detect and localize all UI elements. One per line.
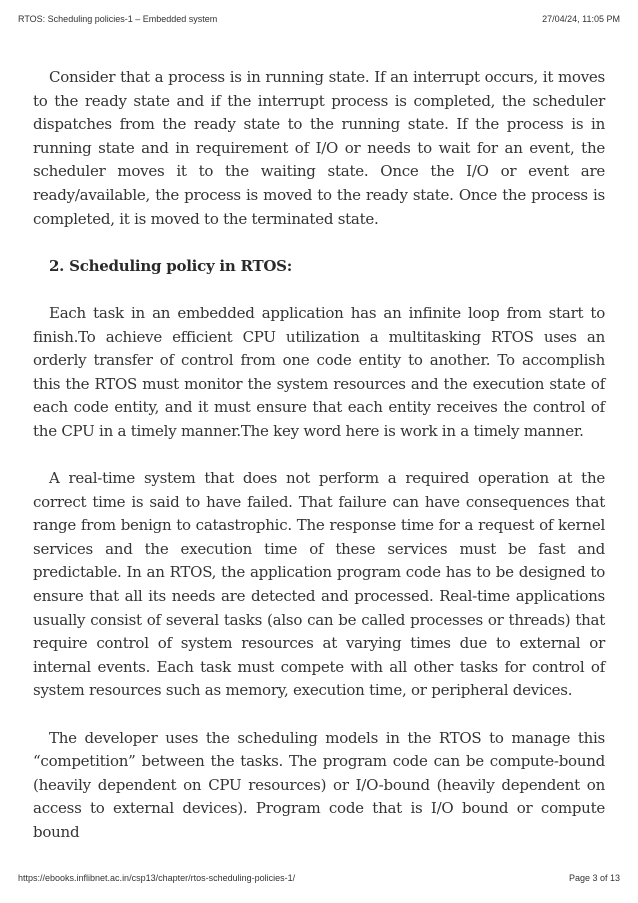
- print-header: [18, 13, 620, 25]
- print-timestamp: 27/04/24, 11:05 PM: [542, 14, 620, 24]
- print-footer: [18, 872, 620, 884]
- source-url: https://ebooks.inflibnet.ac.in/csp13/chapter/rtos-scheduling-policies-1/: [18, 873, 296, 883]
- paragraph-process-states: Consider that a process is in running state. If an interrupt occurs, it moves to the ready state and if the interrupt process is completed, the scheduler dispatches from the ready state to the running state. If the process is in running state and in requirement of I/O or needs to wait for an event, the scheduler moves it to the waiting state. Once the I/O or event are ready/available, the process is moved to the ready state. Once the process is completed, it is moved to the terminated state.: [33, 68, 605, 228]
- paragraph-scheduling-models: The developer uses the scheduling models in the RTOS to manage this “competition” between the tasks. The program code can be compute-bound (heavily dependent on CPU resources) or I/O-bound (heavily dependent on access to external devices). Program code that is I/O bound or compute bound: [33, 728, 605, 841]
- article-body: [33, 66, 605, 845]
- paragraph-real-time-system: A real-time system that does not perform a required operation at the correct time is said to have failed. That failure can have consequences that range from benign to catastrophic. The response time for a request of kernel services and the execution time of these services must be fast and predictable. In an RTOS, the application program code has to be designed to ensure that all its needs are detected and processed. Real-time applications usually consist of several tasks (also can be called processes or threads) that require control of system resources at varying times due to external or internal events. Each task must compete with all other tasks for control of system resources such as memory, execution time, or peripheral devices.: [33, 469, 605, 700]
- page-title: RTOS: Scheduling policies-1 – Embedded system: [18, 14, 218, 24]
- section-heading: 2. Scheduling policy in RTOS:: [49, 256, 293, 275]
- page-number: Page 3 of 13: [568, 873, 620, 883]
- paragraph-scheduling-policy: Each task in an embedded application has an infinite loop from start to finish.To achieve efficient CPU utilization a multitasking RTOS uses an orderly transfer of control from one code entity to another. To accomplish this the RTOS must monitor the system resources and the execution state of each code entity, and it must ensure that each entity receives the control of the CPU in a timely manner.The key word here is work in a timely manner.: [33, 303, 605, 440]
